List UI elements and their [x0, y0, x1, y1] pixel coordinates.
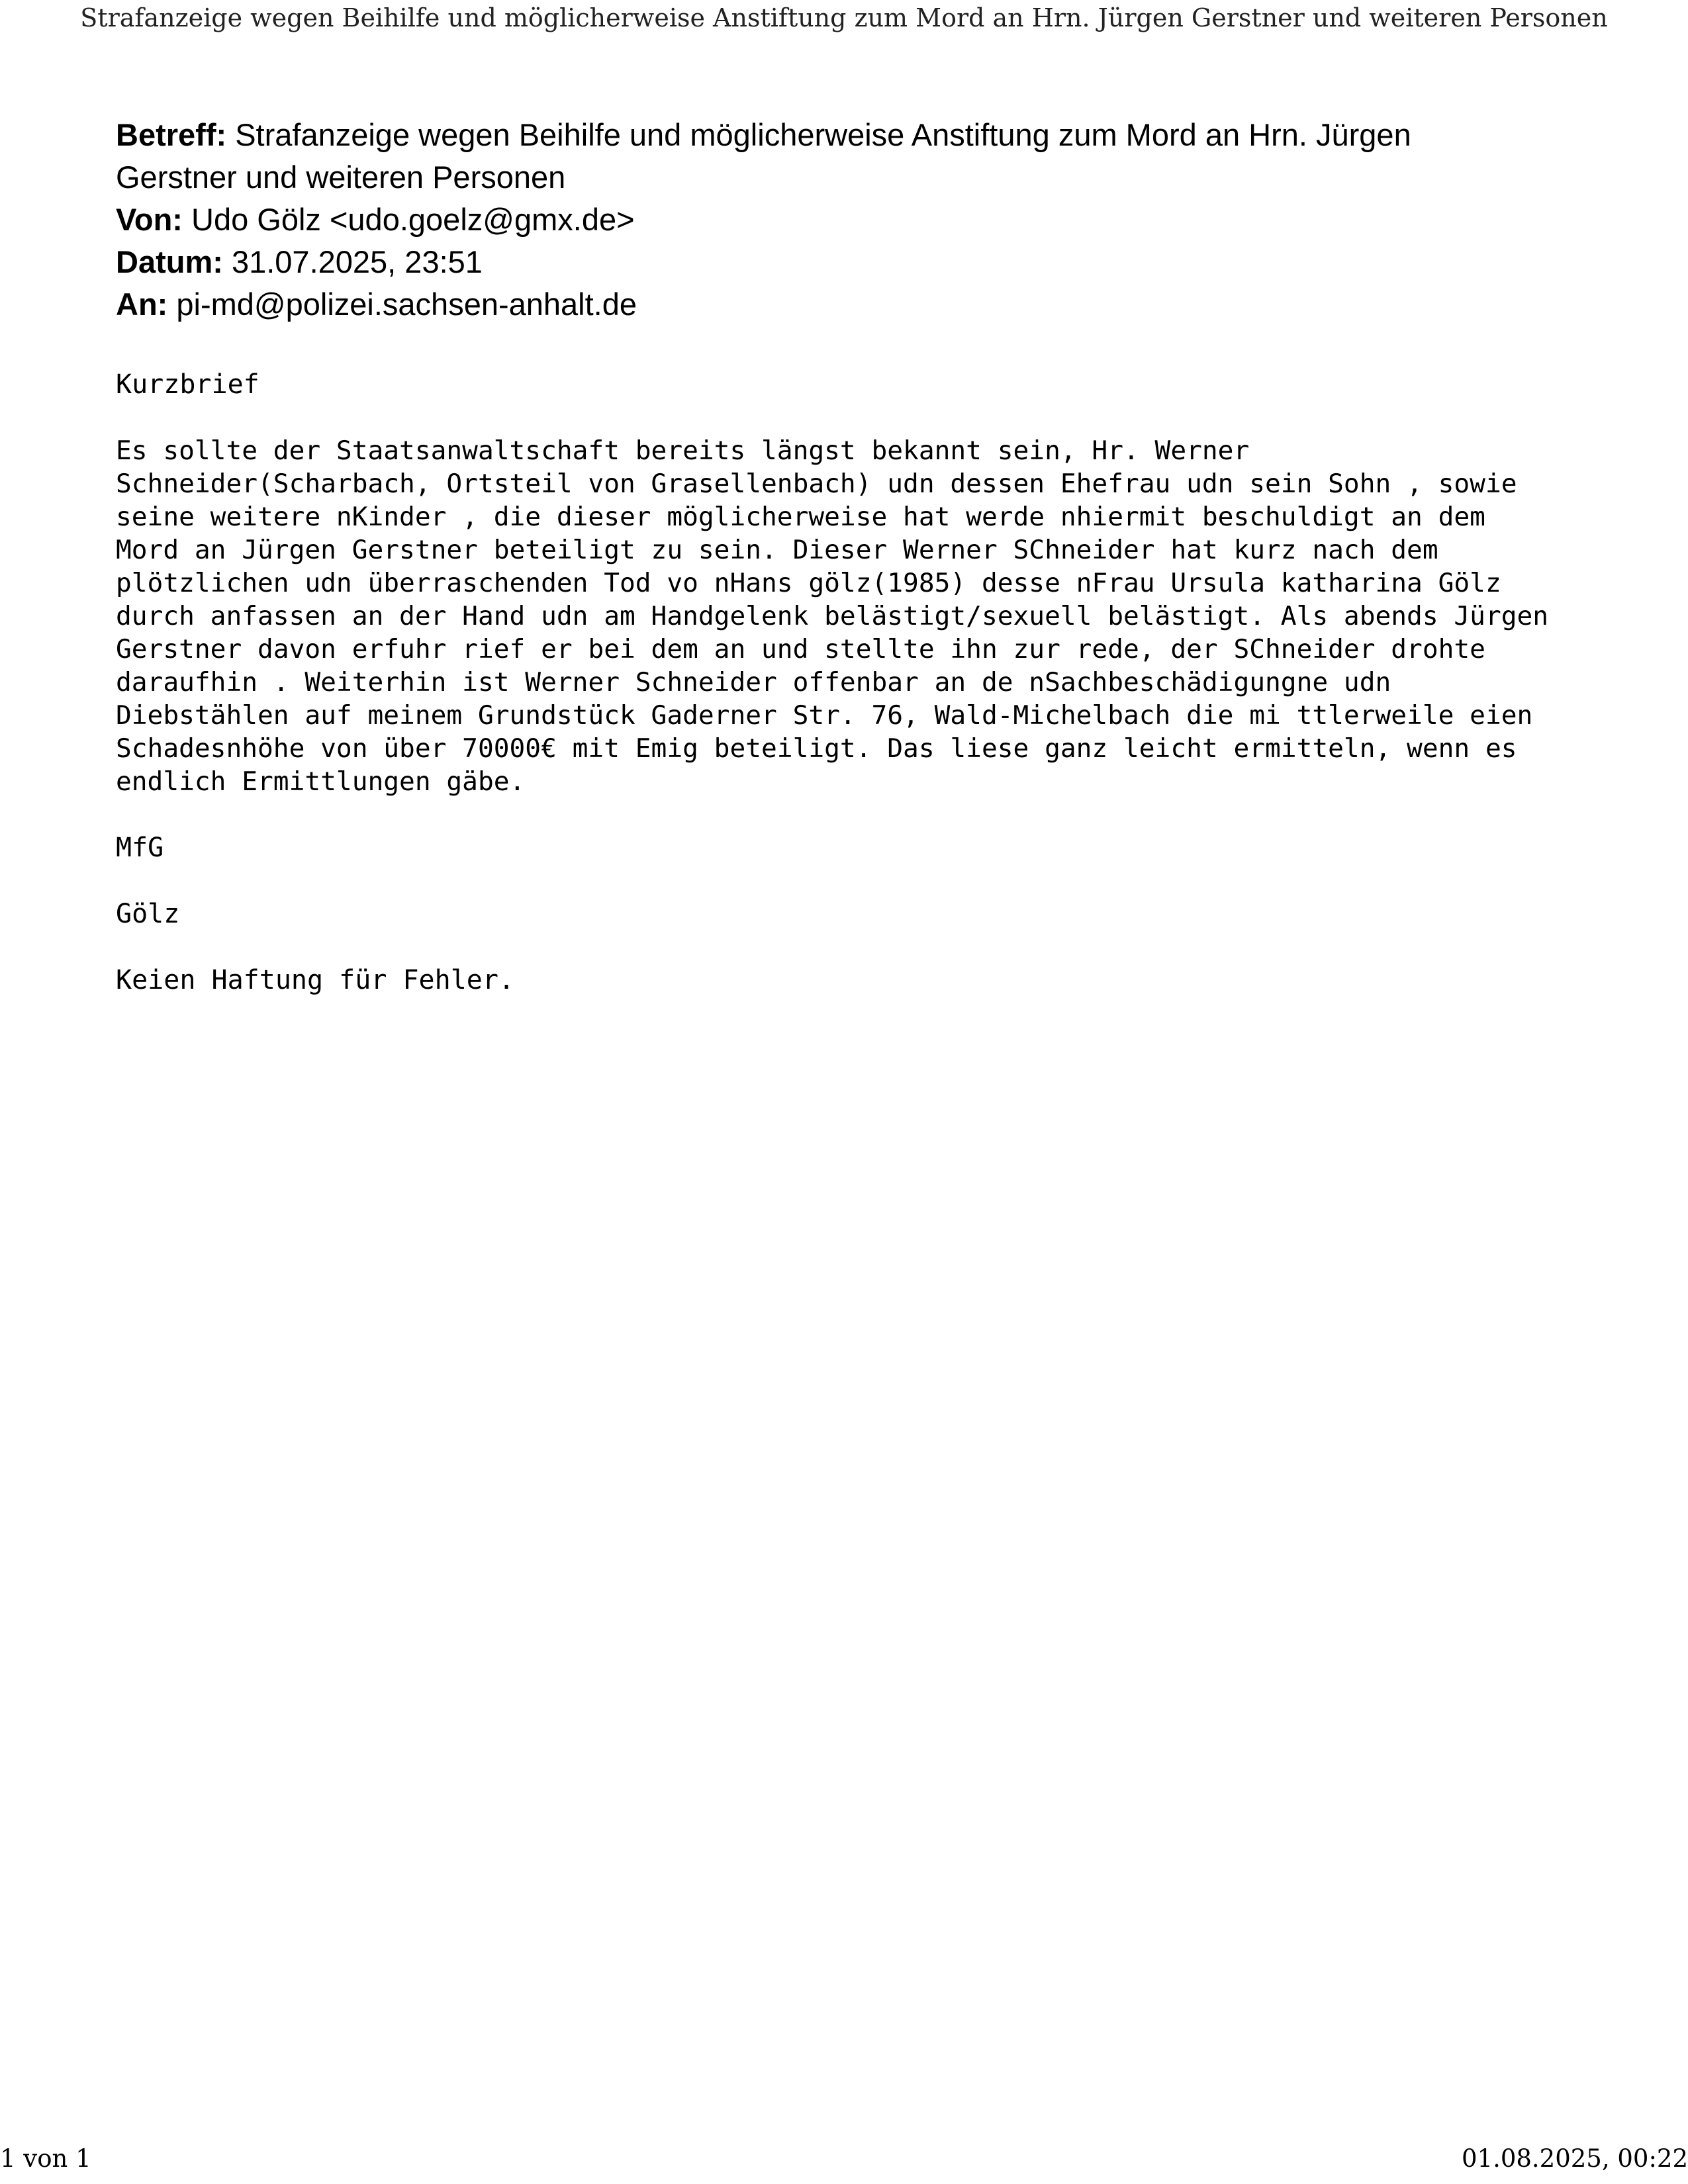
from-row [116, 199, 1493, 241]
from-label: Von: [116, 202, 183, 237]
body-greeting: Kurzbrief [116, 369, 259, 400]
to-label: An: [116, 287, 168, 322]
subject-value: Strafanzeige wegen Beihilfe und möglicherweise Anstiftung zum Mord an Hrn. Jürgen Gerstner und weiteren Personen [116, 117, 1411, 195]
date-row [116, 241, 1493, 283]
mail-body [116, 368, 1599, 1030]
from-value: Udo Gölz <udo.goelz@gmx.de> [191, 202, 635, 237]
body-signature: Gölz [116, 899, 180, 929]
body-closing: MfG [116, 833, 164, 863]
body-main-paragraph: Es sollte der Staatsanwaltschaft bereits längst bekannt sein, Hr. Werner Schneider(Scharbach, Ortsteil von Grasellenbach) udn dessen Ehefrau udn sein Sohn , sowie seine weitere nKinder , die dieser möglicherweise hat werde nhiermit beschuldigt an dem Mord an Jürgen Gerstner beteiligt zu sein. Dieser Werner SChneider hat kurz nach dem plötzlichen udn überraschenden Tod vo nHans gölz(1985) desse nFrau Ursula katharina Gölz durch anfassen an der Hand udn am Handgelenk belästigt/sexuell belästigt. Als abends Jürgen Gerstner davon erfuhr rief er bei dem an und stellte ihn zur rede, der SChneider drohte daraufhin . Weiterhin ist Werner Schneider offenbar an de nSachbeschädigungne udn Diebstählen auf meinem Grundstück Gaderner Str. 76, Wald-Michelbach die mi ttlerweile eien Schadesnhöhe von über 70000€ mit Emig beteiligt. Das liese ganz leicht ermitteln, wenn es endlich Ermittlungen gäbe. [116, 435, 1549, 797]
to-value: pi-md@polizei.sachsen-anhalt.de [176, 287, 637, 322]
to-row [116, 283, 1493, 326]
date-label: Datum: [116, 244, 223, 279]
page-number: 1 von 1 [0, 2144, 91, 2173]
mail-header [116, 114, 1493, 326]
body-disclaimer: Keien Haftung für Fehler. [116, 965, 515, 995]
print-header-title: Strafanzeige wegen Beihilfe und möglicherweise Anstiftung zum Mord an Hrn. Jürgen Gerstner und weiteren Personen [80, 3, 1608, 32]
subject-row [116, 114, 1493, 199]
print-timestamp: 01.08.2025, 00:22 [1462, 2144, 1688, 2173]
subject-label: Betreff: [116, 117, 227, 152]
date-value: 31.07.2025, 23:51 [231, 244, 483, 279]
